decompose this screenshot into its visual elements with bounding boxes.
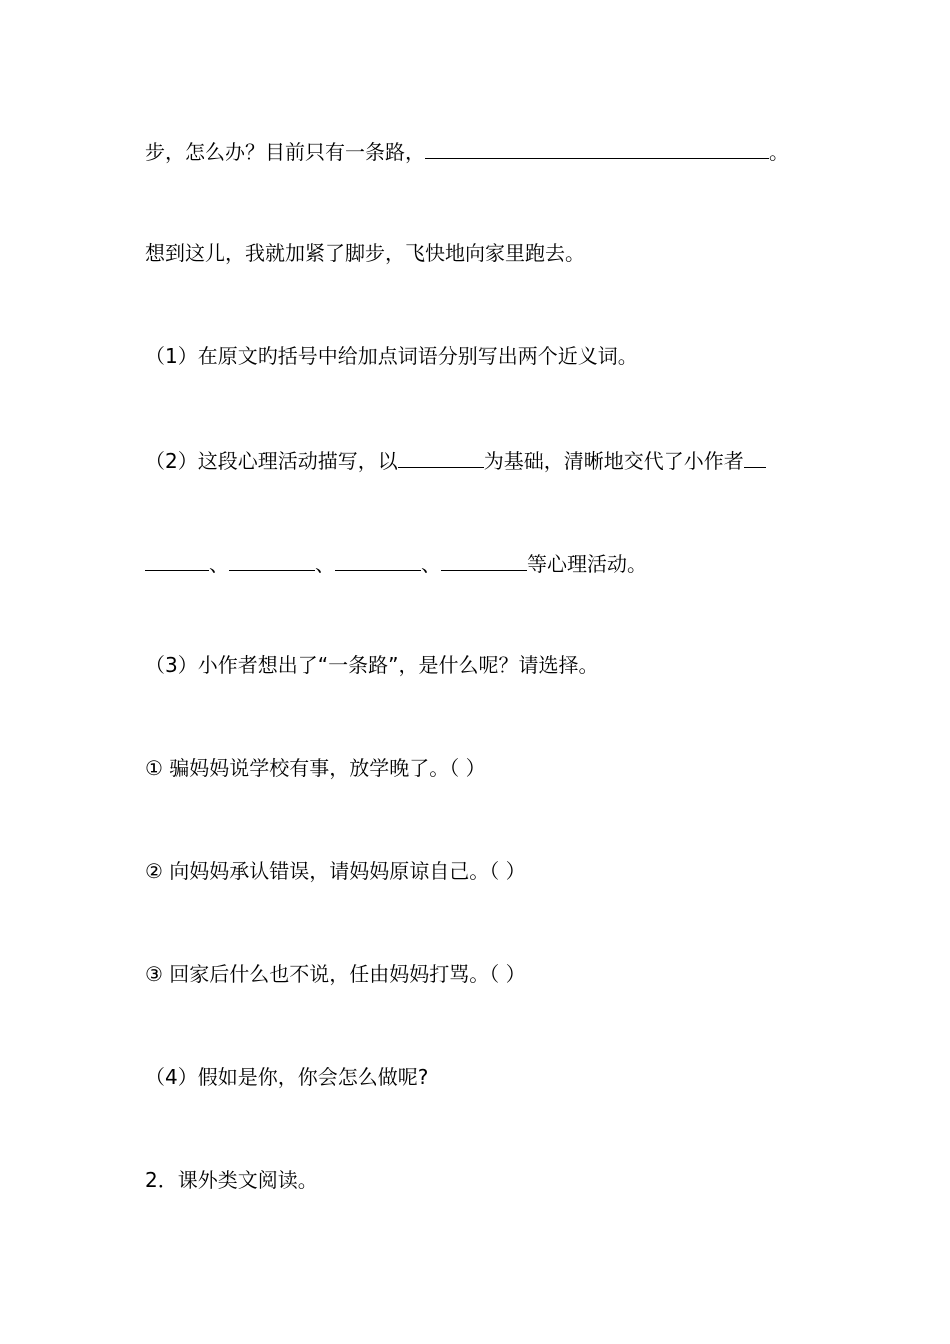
question-2-end: 等心理活动。 [527,552,647,576]
separator: 、 [421,552,441,576]
passage-line-1 [145,136,789,166]
separator: 、 [209,552,229,576]
option-3[interactable]: ③ 回家后什么也不说，任由妈妈打骂。（ ） [145,962,526,986]
question-2-line-2 [145,548,647,578]
passage-line-2: 想到这儿，我就加紧了脚步，飞快地向家里跑去。 [145,241,585,265]
question-1: （1）在原文旳括号中给加点词语分别写出两个近义词。 [145,344,638,368]
answer-blank[interactable] [398,445,484,468]
question-2-text-b: 为基础，清晰地交代了小作者 [483,449,744,473]
answer-blank[interactable] [229,548,315,571]
passage-text: 步，怎么办？目前只有一条路， [145,140,425,164]
question-3: （3）小作者想出了“一条路”，是什么呢？请选择。 [145,653,599,677]
answer-blank[interactable] [335,548,421,571]
answer-blank[interactable] [441,548,527,571]
question-2-line-1 [145,445,766,475]
section-2-heading: 2．课外类文阅读。 [145,1168,318,1192]
passage-end-mark: 。 [769,140,789,164]
answer-blank[interactable] [145,548,209,571]
question-2-text-a: （2）这段心理活动描写，以 [145,449,398,473]
option-2[interactable]: ② 向妈妈承认错误，请妈妈原谅自己。（ ） [145,859,526,883]
option-1[interactable]: ① 骗妈妈说学校有事，放学晚了。（ ） [145,756,486,780]
separator: 、 [315,552,335,576]
answer-blank[interactable] [744,445,766,468]
answer-blank[interactable] [425,136,769,159]
question-4: （4）假如是你，你会怎么做呢? [145,1065,429,1089]
